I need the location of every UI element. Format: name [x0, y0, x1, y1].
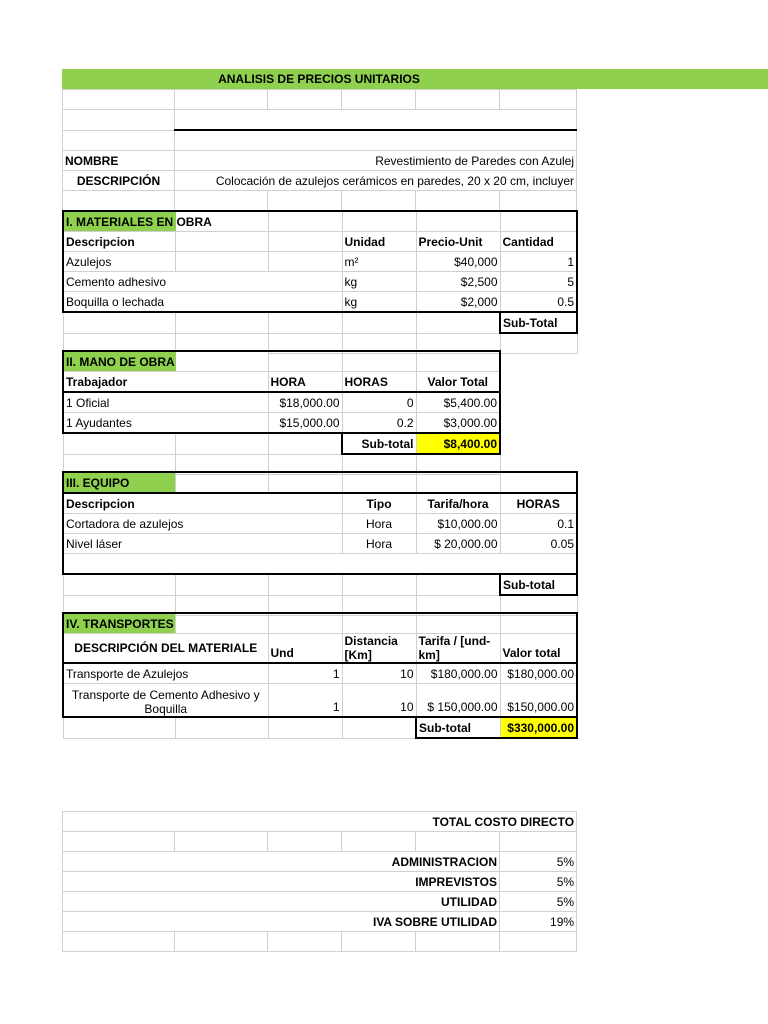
materiales-section-label: I. MATERIALES EN OBRA	[63, 211, 268, 232]
col-tarifa-und-km: Tarifa / [und-km]	[416, 634, 500, 664]
col-cantidad: Cantidad	[500, 232, 577, 252]
col-trabajador: Trabajador	[63, 372, 268, 393]
table-row: Transporte de Cemento Adhesivo y Boquilla 1 10 $ 150,000.00 $150,000.00	[63, 684, 577, 718]
table-row: IVA SOBRE UTILIDAD 19%	[63, 912, 577, 932]
table-row: IMPREVISTOS 5%	[63, 872, 577, 892]
equipo-subtotal-label: Sub-total	[500, 574, 577, 595]
equipo-section-label: III. EQUIPO	[63, 472, 175, 493]
table-row: Cemento adhesivo kg $2,500 5	[63, 272, 577, 292]
table-row: UTILIDAD 5%	[63, 892, 577, 912]
mano-obra-section-label: II. MANO DE OBRA	[63, 351, 268, 372]
col-und: Und	[268, 634, 342, 664]
col-precio: Precio-Unit	[416, 232, 500, 252]
equipo-table	[62, 471, 578, 616]
table-row: Transporte de Azulejos 1 10 $180,000.00 $180,000.00	[63, 663, 577, 684]
col-valor-total: Valor Total	[416, 372, 500, 393]
table-row: 1 Oficial $18,000.00 0 $5,400.00	[63, 392, 500, 413]
table-row: Nivel láser Hora $ 20,000.00 0.05	[63, 534, 577, 554]
transportes-subtotal-value: $330,000.00	[500, 717, 577, 738]
nombre-value[interactable]: Revestimiento de Paredes con Azulej	[175, 151, 577, 171]
mano-obra-subtotal-value: $8,400.00	[416, 433, 500, 454]
transportes-section-label: IV. TRANSPORTES	[63, 613, 175, 634]
total-costo-directo-label: TOTAL COSTO DIRECTO	[63, 812, 577, 832]
transportes-table	[62, 612, 578, 739]
sheet-title: ANALISIS DE PRECIOS UNITARIOS	[218, 72, 420, 86]
table-row: 1 Ayudantes $15,000.00 0.2 $3,000.00	[63, 413, 500, 434]
table-row: Azulejos m² $40,000 1	[63, 252, 577, 272]
table-row: Boquilla o lechada kg $2,000 0.5	[63, 292, 577, 313]
mano-obra-subtotal-label: Sub-total	[342, 433, 416, 454]
col-unidad: Unidad	[342, 232, 416, 252]
descripcion-label: DESCRIPCIÓN	[63, 171, 175, 191]
table-row: ADMINISTRACION 5%	[63, 852, 577, 872]
nombre-label: NOMBRE	[63, 151, 175, 171]
col-tarifa: Tarifa/hora	[416, 493, 500, 514]
mano-obra-table	[62, 350, 501, 475]
transportes-subtotal-label: Sub-total	[416, 717, 500, 738]
table-row: Cortadora de azulejos Hora $10,000.00 0.1	[63, 514, 577, 534]
col-valor-total: Valor total	[500, 634, 577, 664]
col-horas: HORAS	[342, 372, 416, 393]
col-hora: HORA	[268, 372, 342, 393]
materiales-subtotal-label: Sub-Total	[500, 312, 577, 333]
col-tipo: Tipo	[342, 493, 416, 514]
col-descripcion: Descripcion	[63, 232, 175, 252]
col-horas: HORAS	[500, 493, 577, 514]
col-descripcion: Descripcion	[63, 493, 342, 514]
col-descripcion-material: DESCRIPCIÓN DEL MATERIALE	[63, 634, 268, 664]
materiales-table	[62, 210, 578, 354]
totales-table	[62, 811, 577, 952]
col-distancia: Distancia [Km]	[342, 634, 416, 664]
header-table	[62, 89, 577, 211]
descripcion-value[interactable]: Colocación de azulejos cerámicos en paredes, 20 x 20 cm, incluyer	[175, 171, 577, 191]
